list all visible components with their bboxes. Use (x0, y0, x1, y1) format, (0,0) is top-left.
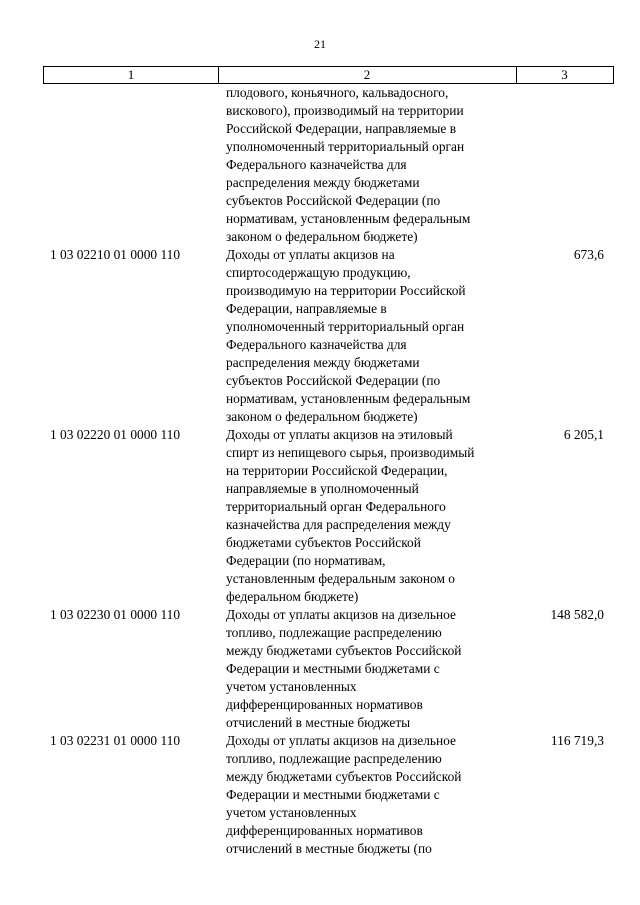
amount-value: 673,6 (573, 247, 604, 262)
description-line: казначейства для распределения между (226, 517, 451, 532)
table-row (43, 606, 614, 732)
description-line: нормативам, установленным федеральным (226, 391, 471, 406)
budget-code: 1 03 02210 01 0000 110 (50, 247, 181, 262)
description-line: учетом установленных (226, 805, 357, 820)
description-line: между бюджетами субъектов Российской (226, 643, 462, 658)
description-line: Федерации (по нормативам, (226, 553, 386, 568)
description-line: распределения между бюджетами (226, 175, 420, 190)
table-row (43, 732, 614, 858)
description-line: нормативам, установленным федеральным (226, 211, 471, 226)
header-col-3: 3 (561, 67, 568, 82)
description-line: Российской Федерации, направляемые в (226, 121, 457, 136)
description-line: уполномоченный территориальный орган (226, 139, 465, 154)
description-line: субъектов Российской Федерации (по (226, 193, 441, 208)
description-line: на территории Российской Федерации, (226, 463, 448, 478)
amount-value: 116 719,3 (550, 733, 604, 748)
description-line: уполномоченный территориальный орган (226, 319, 465, 334)
description-line: плодового, коньячного, кальвадосного, (226, 85, 449, 100)
description-line: спирт из непищевого сырья, производимый (226, 445, 475, 460)
description-line: Доходы от уплаты акцизов на этиловый (226, 427, 453, 442)
description-line: Федерального казначейства для (226, 157, 407, 172)
description-line: отчислений в местные бюджеты (по (226, 841, 432, 856)
description-line: дифференцированных нормативов (226, 697, 423, 712)
header-col-1: 1 (44, 67, 219, 83)
description-line: отчислений в местные бюджеты (226, 715, 411, 730)
income-description (226, 732, 516, 858)
description-line: направляемые в уполномоченный (226, 481, 419, 496)
description-line: установленным федеральным законом о (226, 571, 455, 586)
description-line: топливо, подлежащие распределению (226, 751, 442, 766)
description-line: федеральном бюджете) (226, 589, 359, 604)
table-body (43, 84, 614, 858)
page-number: 21 (314, 37, 326, 51)
description-line: Федерального казначейства для (226, 337, 407, 352)
description-line: спиртосодержащую продукцию, (226, 265, 411, 280)
description-line: Доходы от уплаты акцизов на дизельное (226, 607, 456, 622)
description-line: Доходы от уплаты акцизов на дизельное (226, 733, 456, 748)
description-line: топливо, подлежащие распределению (226, 625, 442, 640)
income-description (226, 606, 516, 732)
description-line: Федерации и местными бюджетами с (226, 787, 440, 802)
description-line: Федерации, направляемые в (226, 301, 387, 316)
description-line: бюджетами субъектов Российской (226, 535, 421, 550)
table-header-row (43, 66, 614, 84)
table-row (43, 84, 614, 246)
description-line: дифференцированных нормативов (226, 823, 423, 838)
budget-code: 1 03 02230 01 0000 110 (50, 607, 181, 622)
header-col-2: 2 (218, 67, 517, 83)
table-row (43, 246, 614, 426)
table-row (43, 426, 614, 606)
description-line: территориальный орган Федерального (226, 499, 446, 514)
description-line: Доходы от уплаты акцизов на (226, 247, 395, 262)
income-description (226, 426, 516, 606)
amount-value: 148 582,0 (550, 607, 604, 622)
income-description (226, 246, 516, 426)
description-line: вискового), производимый на территории (226, 103, 464, 118)
income-description (226, 84, 516, 246)
amount-value: 6 205,1 (563, 427, 604, 442)
description-line: учетом установленных (226, 679, 357, 694)
description-line: производимую на территории Российской (226, 283, 466, 298)
description-line: распределения между бюджетами (226, 355, 420, 370)
budget-code: 1 03 02220 01 0000 110 (50, 427, 181, 442)
description-line: законом о федеральном бюджете) (226, 229, 418, 244)
description-line: законом о федеральном бюджете) (226, 409, 418, 424)
description-line: Федерации и местными бюджетами с (226, 661, 440, 676)
budget-code: 1 03 02231 01 0000 110 (50, 733, 181, 748)
description-line: субъектов Российской Федерации (по (226, 373, 441, 388)
description-line: между бюджетами субъектов Российской (226, 769, 462, 784)
